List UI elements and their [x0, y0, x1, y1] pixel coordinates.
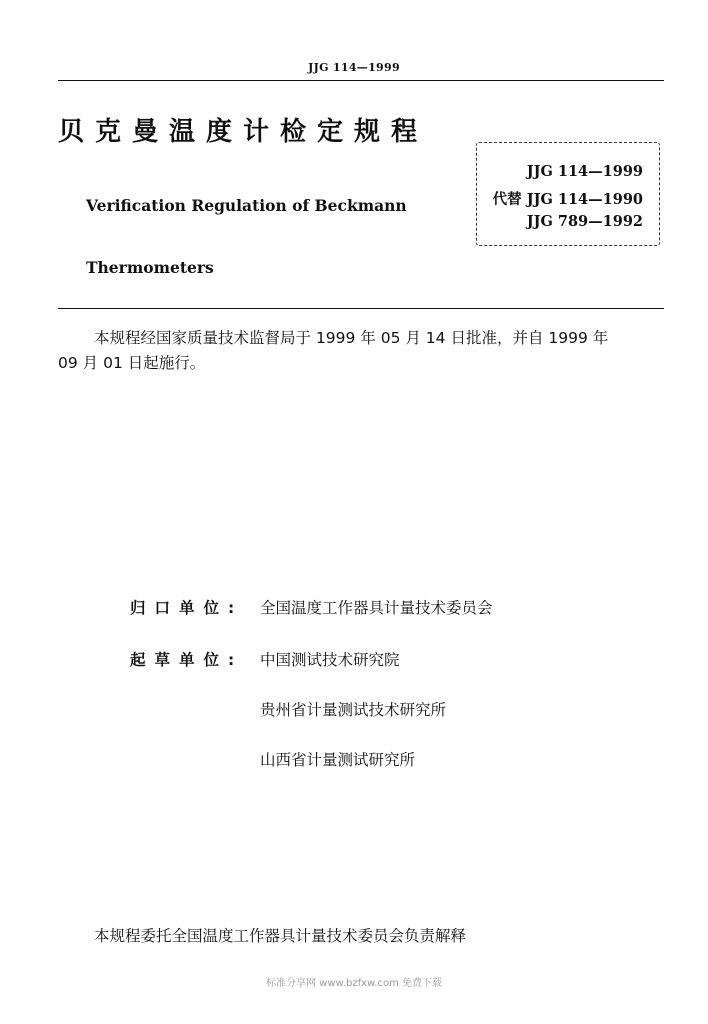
- header-standard-code: JJG 114—1999: [308, 61, 400, 74]
- drafting-unit-value-3: 山西省计量测试研究所: [260, 751, 416, 769]
- drafting-unit-value-2: 贵州省计量测试技术研究所: [260, 701, 447, 719]
- watermark: 标准分享网 www.bzfxw.com 免费下载: [266, 978, 442, 989]
- chinese-title: 贝克曼温度计检定规程: [58, 117, 429, 147]
- standard-number-replaces-2: JJG 789—1992: [526, 213, 643, 230]
- standard-number-current: JJG 114—1999: [526, 163, 643, 180]
- section-divider: [58, 308, 664, 309]
- interpretation-note: 本规程委托全国温度工作器具计量技术委员会负责解释: [94, 927, 467, 945]
- standard-number-box: [476, 142, 660, 246]
- approval-text-line-2: 09 月 01 日起施行。: [58, 354, 206, 372]
- standard-number-replaces: 代替 JJG 114—1990: [492, 191, 643, 208]
- centralized-unit-value: 全国温度工作器具计量技术委员会: [260, 599, 493, 617]
- drafting-unit-label: 起草单位:: [130, 651, 244, 669]
- drafting-unit-value-1: 中国测试技术研究院: [260, 651, 400, 669]
- english-title-line-2: Thermometers: [86, 258, 214, 277]
- approval-text-line-1: 本规程经国家质量技术监督局于 1999 年 05 月 14 日批准，并自 1999 年: [94, 329, 609, 347]
- english-title-line-1: Verification Regulation of Beckmann: [86, 196, 407, 215]
- header-divider: [58, 80, 664, 81]
- centralized-unit-label: 归口单位:: [130, 599, 244, 617]
